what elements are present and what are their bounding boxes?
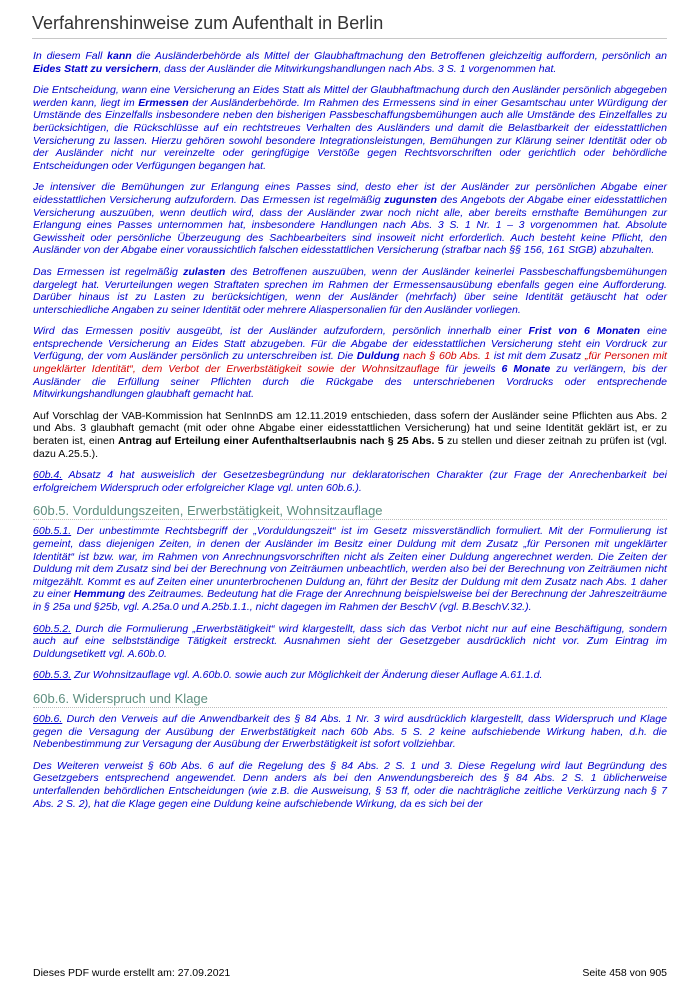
- section-link[interactable]: 60b.5.1.: [33, 525, 72, 538]
- paragraph: [33, 84, 667, 172]
- text: Die Entscheidung, wann eine Versicherung an Eides Statt als Mittel der Glaubhaftmachung durch den Ausländer persönlich abgegeben werden kann, liegt im: [33, 84, 667, 109]
- amendment-text: nach § 60b Abs. 1: [399, 350, 491, 363]
- paragraph: [33, 410, 667, 460]
- paragraph: [33, 713, 667, 751]
- paragraph: [33, 623, 667, 661]
- section-link[interactable]: 60b.4.: [33, 469, 63, 482]
- section-heading: 60b.6. Widerspruch und Klage: [33, 691, 667, 708]
- text: Durch den Verweis auf die Anwendbarkeit des § 84 Abs. 1 Nr. 3 wird ausdrücklich klargestellt, dass Widerspruch und Klage gegen die Versagung der Ausübung der Erwerbstätigkeit nach 60b Abs. 5 S. 2 keine aufschiebende Wirkung haben, d.h. die Nebenbestimmung zur Versagung der Ausübung der Erwerbstätigkeit ist sofort vollziehbar.: [33, 712, 667, 751]
- text: die Ausländerbehörde als Mittel der Glaubhaftmachung den Betroffenen gleichzeitig auffordern, persönlich an: [131, 50, 667, 62]
- paragraph: [33, 50, 667, 75]
- paragraph: [33, 181, 667, 257]
- creation-date: Dieses PDF wurde erstellt am: 27.09.2021: [33, 967, 231, 979]
- text: In diesem Fall: [33, 50, 108, 62]
- emphasis: Eides Statt zu versichern: [33, 62, 159, 75]
- emphasis: zulasten: [183, 265, 226, 278]
- paragraph: [33, 266, 667, 316]
- text: zu stellen und dieser zeitnah zu prüfen ist (vgl. dazu A.25.5.).: [33, 435, 667, 460]
- amendment-text: „für Personen mit ungeklärter Identität“, dem Verbot der Erwerbstätigkeit sowie der Wohnsitzauflage: [33, 350, 667, 376]
- section-link[interactable]: 60b.5.2.: [33, 622, 72, 635]
- section-link[interactable]: 60b.6.: [33, 712, 63, 725]
- text: der Ausländerbehörde. Im Rahmen des Ermessens sind in einer Gesamtschau unter Würdigung der Umstände des Einzelfalls insbesondere neben den bisherigen Passbeschaffungsbemühungen auch alle Umstände des Einzelfalles zu berücksichtigen, die Rückschlüsse auf ein rechtstreues Verhalten des Ausländers und damit die Belastbarkeit der eidesstattlichen Versicherung zu lassen. Hierzu gehören sowohl besondere Integrationsleistungen, Bemühungen zur Klärung seiner Identität oder ob der Ausländer nicht nur vereinzelte oder geringfügige Verstöße gegen Rechtsvorschriften oder gerichtlich oder behördliche Entscheidungen oder Verfügungen begangen hat.: [33, 96, 668, 172]
- text: für jeweils: [439, 363, 502, 376]
- text: des Zeitraumes. Bedeutung hat die Frage der Anrechnung beispielsweise bei der Berechnung der Jahreszeiträume in § 25a und §25b, vgl. A.25a.0 und A.25b.1.1., nicht dagegen im Rahmen der BeschV (vgl. B.BeschV.32.).: [33, 588, 668, 613]
- text: Der unbestimmte Rechtsbegriff der „Vorduldungszeit“ ist im Gesetz missverständlich formuliert. Mit der Formulierung ist gemeint, dass diejenigen Zeiten, in denen der Ausländer im Besitz einer Duldung mit dem Zusatz „für Personen mit ungeklärter Identität“ ist bzw. war, im Rahmen von Anrechnungsvorschriften nicht als Zeiten einer Duldung angerechnet werden. Die Zeiten der Duldung mit dem Zusatz sind bei der Berechnung von Zeiträumen unbeachtlich, werden also bei der Berechnung von Zeiträumen nicht mitgezählt. Kommt es auf Zeiten einer ununterbrochenen Duldung an, führt der Besitz der Duldung mit dem Zusatz nach Abs. 1 daher zu einer: [33, 525, 667, 601]
- text: des Betroffenen auszuüben, wenn der Ausländer keinerlei Passbeschaffungsbemühungen dargelegt hat. Verurteilungen wegen Straftaten sprechen im Rahmen der Ermessensausübung ebenfalls gegen eine Aufforderung. Darüber hinaus ist zu Lasten zu berücksichtigen, wenn der Ausländer (mehrfach) über seine Identität getäuscht hat oder unterschiedliche Angaben zu seiner Identität oder mehrere Aliaspersonalien für den Ausländer vorliegen.: [33, 265, 667, 316]
- paragraph: [33, 760, 667, 810]
- page-title: Verfahrenshinweise zum Aufenthalt in Berlin: [32, 11, 667, 39]
- emphasis: kann: [107, 50, 132, 62]
- text: des Angebots der Abgabe einer eidesstattlichen Versicherung auszuüben, wenn deutlich wird, dass der Ausländer zwar noch nicht alle, aber bereits ernsthafte Bemühungen zur Erlangung eines Passes unternommen hat, insbesondere Handlungen nach Abs. 3 S. 1 Nr. 1 – 3 vorgenommen hat. Absolute Gewissheit oder persönliche Überzeugung des Sachbearbeiters sind insoweit nicht erforderlich. Auch besteht keine Pflicht, den Ausländer von der Abgabe einer voraussichtlich falschen eidesstattlichen Versicherung (strafbar nach §§ 156, 161 StGB) abzuhalten.: [33, 193, 667, 257]
- section-link[interactable]: 60b.5.3.: [33, 669, 72, 682]
- page-number: Seite 458 von 905: [582, 967, 667, 979]
- text: Des Weiteren verweist § 60b Abs. 6 auf die Regelung des § 84 Abs. 2 S. 1 und 3. Diese Regelung wird laut Begründung des Gesetzgebers entsprechend angewendet. Denn anders als bei den Anwendungsbereich des § 84 Abs. 2 S. 1 üblicherweise unterfallenden behördlichen Entscheidungen (wie z.B. die Ausweisung, § 53 ff, oder die nachträgliche zeitliche Verkürzung nach § 7 Abs. 2 S. 2), hat die Klage gegen eine Duldung keine aufschiebende Wirkung, da es sich bei der: [33, 759, 667, 810]
- section-heading: 60b.5. Vorduldungszeiten, Erwerbstätigkeit, Wohnsitzauflage: [33, 503, 667, 520]
- text: , dass der Ausländer die Mitwirkungshandlungen nach Abs. 3 S. 1 vorgenommen hat.: [158, 62, 557, 75]
- paragraph: [33, 525, 667, 613]
- text: ist mit dem Zusatz: [490, 350, 585, 363]
- emphasis: 6 Monate: [501, 363, 551, 376]
- text: Je intensiver die Bemühungen zur Erlangung eines Passes sind, desto eher ist der Ausländer zur persönlichen Abgabe einer eidesstattlichen Versicherung aufzufordern. Das Ermessen ist regelmäßig: [33, 181, 667, 206]
- paragraph: [33, 325, 667, 401]
- emphasis: Ermessen: [138, 96, 189, 109]
- paragraph: [33, 669, 667, 682]
- text: zu verlängern, bis der Ausländer die Erfüllung seiner Pflichten durch die Rückgabe des unterschriebenen Vordrucks oder entsprechende Mitwirkungshandlungen glaubhaft gemacht hat.: [33, 363, 667, 401]
- paragraph: [33, 469, 667, 494]
- text: Auf Vorschlag der VAB-Kommission hat SenInnDS am 12.11.2019 entschieden, dass sofern der Ausländer seine Pflichten aus Abs. 2 und Abs. 3 glaubhaft gemacht (mit oder ohne Abgabe einer eidesstattlichen Versicherung) hat und seine Identität geklärt ist, er zu beraten ist, einen: [33, 409, 667, 448]
- document-body: [33, 50, 667, 819]
- text: Wird das Ermessen positiv ausgeübt, ist der Ausländer aufzufordern, persönlich innerhalb einer: [33, 325, 529, 338]
- text: Zur Wohnsitzauflage vgl. A.60b.0. sowie auch zur Möglichkeit der Änderung dieser Auflage A.61.1.d.: [71, 669, 543, 682]
- emphasis: Frist von 6 Monaten: [528, 325, 641, 338]
- emphasis: Hemmung: [73, 588, 126, 601]
- emphasis: Antrag auf Erteilung einer Aufenthaltserlaubnis nach § 25 Abs. 5: [118, 435, 444, 448]
- text: eine entsprechende Versicherung an Eides Statt abzugeben. Für die Abgabe der eidesstattlichen Versicherung steht ein Vordruck zur Verfügung, der vom Ausländer persönlich zu unterschreiben ist. Die: [33, 325, 667, 363]
- text: Absatz 4 hat ausweislich der Gesetzesbegründung nur deklaratorischen Charakter (zur Frage der Anrechenbarkeit bei erfolgreichem Widerspruch oder erfolgreicher Klage vgl. unten 60b.6.).: [33, 469, 667, 494]
- text: Durch die Formulierung „Erwerbstätigkeit“ wird klargestellt, dass sich das Verbot nicht nur auf eine Beschäftigung, sondern auch auf eine selbstständige Tätigkeit erstreckt. Ausnahmen sieht der Gesetzgeber ausdrücklich nicht vor. Zum Eintrag im Duldungsetikett vgl. A.60b.0.: [33, 622, 667, 660]
- page-footer: [33, 967, 667, 979]
- emphasis: zugunsten: [384, 193, 437, 206]
- text: Das Ermessen ist regelmäßig: [33, 265, 184, 278]
- emphasis: Duldung: [356, 350, 400, 363]
